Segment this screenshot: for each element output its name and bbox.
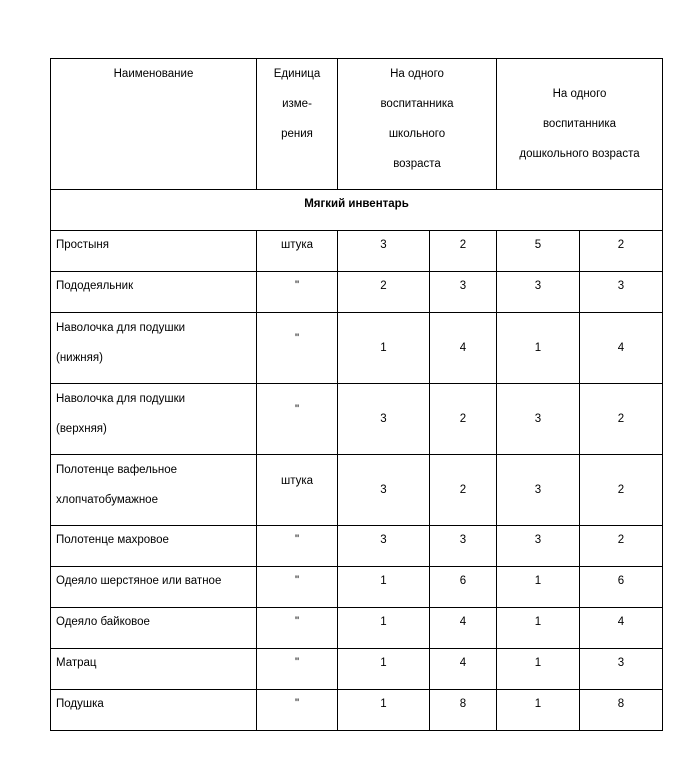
- header-unit-line: изме-: [282, 98, 312, 110]
- unit-cell: ": [257, 272, 338, 313]
- item-name-cell: [51, 690, 257, 731]
- quantity-cell: 1: [338, 608, 430, 649]
- item-name-line: хлопчатобумажное: [56, 494, 158, 506]
- header-row: [51, 59, 663, 190]
- item-name-line: (нижняя): [56, 352, 103, 364]
- header-school-line: возраста: [393, 158, 441, 170]
- unit-cell: ": [257, 649, 338, 690]
- header-preschool-line: воспитанника: [542, 118, 617, 130]
- table-row: [51, 272, 663, 313]
- quantity-cell: 3: [430, 272, 497, 313]
- item-name-cell: [51, 649, 257, 690]
- header-school: [338, 59, 497, 190]
- item-name-cell: [51, 231, 257, 272]
- quantity-cell: 3: [497, 384, 580, 455]
- header-school-line: На одного: [390, 68, 444, 80]
- quantity-cell: 5: [497, 231, 580, 272]
- item-name-line: Подушка: [56, 698, 104, 710]
- item-name-cell: [51, 567, 257, 608]
- table-row: [51, 455, 663, 526]
- quantity-cell: 3: [338, 384, 430, 455]
- quantity-cell: 2: [580, 455, 663, 526]
- table-row: [51, 649, 663, 690]
- unit-cell: штука: [257, 455, 338, 526]
- item-name-line: Матрац: [56, 657, 97, 669]
- quantity-cell: 8: [430, 690, 497, 731]
- unit-cell: ": [257, 567, 338, 608]
- table-row: [51, 526, 663, 567]
- item-name-line: Полотенце махровое: [56, 534, 169, 546]
- item-name-line: Одеяло байковое: [56, 616, 150, 628]
- unit-cell: ": [257, 313, 338, 384]
- quantity-cell: 6: [430, 567, 497, 608]
- quantity-cell: 2: [580, 384, 663, 455]
- table-row: [51, 567, 663, 608]
- item-name-line: Наволочка для подушки: [56, 322, 186, 334]
- quantity-cell: 2: [580, 526, 663, 567]
- header-unit-line: рения: [281, 128, 313, 140]
- quantity-cell: 3: [580, 649, 663, 690]
- quantity-cell: 1: [338, 649, 430, 690]
- quantity-cell: 3: [338, 526, 430, 567]
- quantity-cell: 2: [430, 384, 497, 455]
- quantity-cell: 3: [497, 272, 580, 313]
- item-name-cell: [51, 272, 257, 313]
- item-name-line: Одеяло шерстяное или ватное: [56, 575, 222, 587]
- item-name-cell: [51, 455, 257, 526]
- quantity-cell: 4: [430, 608, 497, 649]
- quantity-cell: 1: [497, 649, 580, 690]
- header-unit: [257, 59, 338, 190]
- header-school-line: школьного: [388, 128, 446, 140]
- unit-cell: ": [257, 608, 338, 649]
- quantity-cell: 3: [338, 231, 430, 272]
- unit-cell: ": [257, 526, 338, 567]
- table-row: [51, 690, 663, 731]
- quantity-cell: 1: [338, 313, 430, 384]
- header-name-text: Наименование: [113, 68, 194, 80]
- header-name: [51, 59, 257, 190]
- quantity-cell: 4: [430, 649, 497, 690]
- table-row: [51, 313, 663, 384]
- quantity-cell: 4: [580, 608, 663, 649]
- quantity-cell: 3: [497, 526, 580, 567]
- item-name-cell: [51, 313, 257, 384]
- quantity-cell: 1: [338, 567, 430, 608]
- quantity-cell: 8: [580, 690, 663, 731]
- header-unit-line: Единица: [273, 68, 321, 80]
- item-name-cell: [51, 384, 257, 455]
- table-row: [51, 384, 663, 455]
- item-name-cell: [51, 608, 257, 649]
- item-name-cell: [51, 526, 257, 567]
- header-school-line: воспитанника: [380, 98, 454, 110]
- item-name-line: Полотенце вафельное: [56, 464, 178, 476]
- item-name-line: (верхняя): [56, 423, 107, 435]
- quantity-cell: 6: [580, 567, 663, 608]
- quantity-cell: 1: [497, 567, 580, 608]
- quantity-cell: 4: [580, 313, 663, 384]
- item-name-line: Пододеяльник: [56, 280, 134, 292]
- unit-cell: ": [257, 690, 338, 731]
- quantity-cell: 3: [430, 526, 497, 567]
- section-row: [51, 190, 663, 231]
- quantity-cell: 3: [497, 455, 580, 526]
- quantity-cell: 3: [580, 272, 663, 313]
- quantity-cell: 2: [430, 455, 497, 526]
- unit-cell: ": [257, 384, 338, 455]
- quantity-cell: 1: [497, 690, 580, 731]
- quantity-cell: 2: [338, 272, 430, 313]
- unit-cell: штука: [257, 231, 338, 272]
- header-preschool: [497, 59, 663, 190]
- table-row: [51, 608, 663, 649]
- quantity-cell: 2: [580, 231, 663, 272]
- quantity-cell: 1: [497, 313, 580, 384]
- header-preschool-line: На одного: [552, 88, 607, 100]
- norms-table: [50, 58, 663, 731]
- quantity-cell: 2: [430, 231, 497, 272]
- table-row: [51, 231, 663, 272]
- item-name-line: Простыня: [56, 239, 109, 251]
- quantity-cell: 4: [430, 313, 497, 384]
- header-preschool-line: дошкольного возраста: [519, 148, 640, 160]
- item-name-line: Наволочка для подушки: [56, 393, 186, 405]
- quantity-cell: 1: [497, 608, 580, 649]
- section-title: Мягкий инвентарь: [51, 190, 663, 231]
- quantity-cell: 3: [338, 455, 430, 526]
- quantity-cell: 1: [338, 690, 430, 731]
